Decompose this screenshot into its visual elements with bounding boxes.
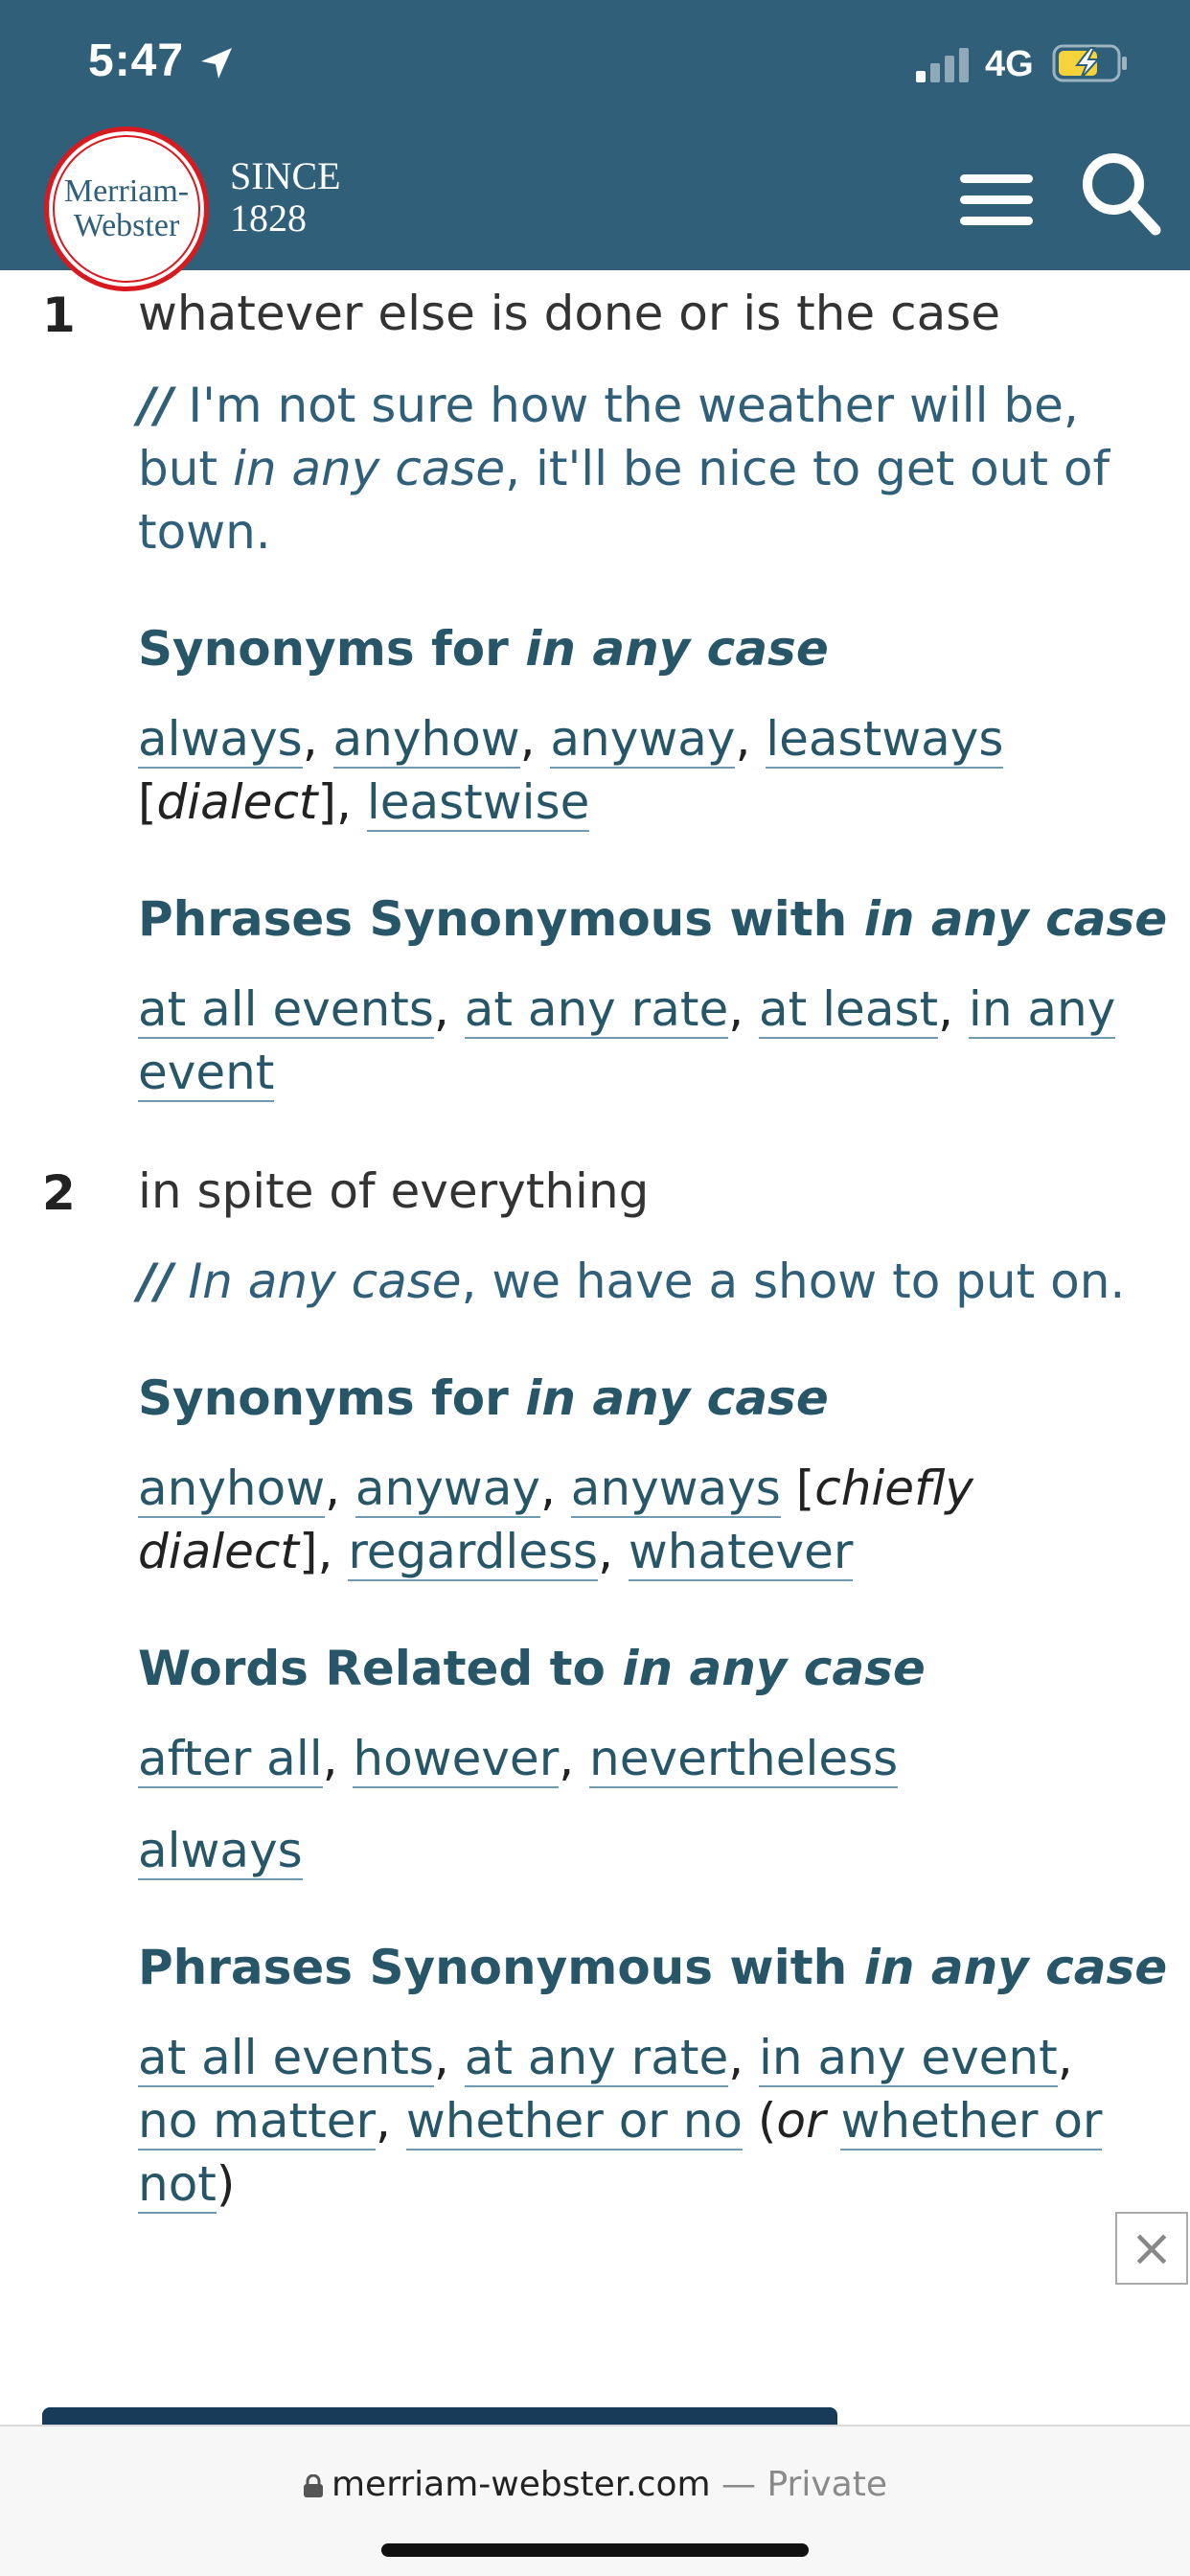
related-word-link[interactable]: nevertheless	[589, 1731, 899, 1786]
network-type: 4G	[985, 44, 1034, 84]
sense-definition: whatever else is done or is the case	[138, 286, 1001, 341]
related-words-list-2	[138, 1819, 1154, 1882]
synonyms-heading: Synonyms for in any case	[138, 1370, 829, 1426]
usage-example: // In any case, we have a show to put on.	[138, 1254, 1126, 1309]
lock-icon	[303, 2474, 324, 2497]
phrase-link[interactable]: at any rate	[464, 981, 729, 1037]
synonym-link[interactable]: anyway	[355, 1460, 540, 1516]
since-tagline	[230, 155, 341, 240]
phrase-link[interactable]: whether or no	[405, 2093, 744, 2149]
address-bar[interactable]	[0, 2465, 1190, 2504]
synonym-link[interactable]: whatever	[628, 1524, 854, 1579]
example-mark: //	[138, 1254, 173, 1309]
private-label: — Private	[710, 2465, 887, 2504]
menu-icon[interactable]	[960, 171, 1033, 228]
phrase-link[interactable]: no matter	[138, 2093, 377, 2149]
synonym-link[interactable]: anyhow	[138, 1460, 326, 1516]
synonym-link[interactable]: regardless	[348, 1524, 599, 1579]
usage-example: // I'm not sure how the weather will be, but in any case, it'll be nice to get out of town.	[138, 378, 1110, 560]
phrase-link[interactable]: whether or not	[138, 2093, 1103, 2212]
cellular-signal-icon	[916, 46, 970, 82]
battery-charging-icon	[1052, 44, 1129, 82]
synonyms-list: always, anyhow, anyway, leastways [dialect], leastwise	[138, 711, 1004, 830]
related-word-link[interactable]: always	[138, 1823, 303, 1878]
phrases-list: at all events, at any rate, in any event, no matter, whether or no (or whether or not)	[138, 2030, 1103, 2212]
synonyms-heading: Synonyms for in any case	[138, 621, 829, 677]
synonym-link[interactable]: always	[138, 711, 303, 767]
or-label: or	[776, 2093, 826, 2149]
usage-label: dialect	[138, 1524, 300, 1579]
sense-number: 1	[42, 288, 76, 343]
related-word-link[interactable]: however	[353, 1731, 560, 1786]
sense-number: 2	[42, 1165, 76, 1221]
home-indicator	[381, 2543, 809, 2557]
phrase-link[interactable]: at all events	[138, 981, 434, 1037]
close-ad-button[interactable]: ×	[1115, 2212, 1188, 2285]
search-icon[interactable]	[1079, 150, 1161, 238]
related-words-list: after all, however, nevertheless	[138, 1731, 899, 1786]
since-label: SINCE	[230, 154, 341, 197]
phrase-link[interactable]: at any rate	[464, 2030, 729, 2085]
phrases-heading: Phrases Synonymous with in any case	[138, 891, 1168, 947]
logo-text-line2: Webster	[73, 208, 180, 243]
synonym-link[interactable]: anyways	[570, 1460, 781, 1516]
synonym-link[interactable]: anyhow	[332, 711, 520, 767]
phrases-list: at all events, at any rate, at least, in any event	[138, 981, 1116, 1100]
browser-bottom-bar	[0, 2425, 1190, 2576]
phrases-heading: Phrases Synonymous with in any case	[138, 1940, 1168, 1995]
phrase-link[interactable]: in any event	[138, 981, 1116, 1100]
synonym-link[interactable]: leastways	[766, 711, 1004, 767]
sense-definition: in spite of everything	[138, 1163, 650, 1219]
example-mark: //	[138, 378, 173, 433]
site-header	[0, 0, 1190, 270]
url-domain: merriam-webster.com	[331, 2465, 711, 2504]
phrase-link[interactable]: at all events	[138, 2030, 434, 2085]
usage-label: chiefly	[814, 1460, 973, 1516]
since-year: 1828	[230, 196, 307, 240]
related-words-heading: Words Related to in any case	[138, 1641, 926, 1696]
logo-text-line1: Merriam-	[63, 173, 190, 209]
synonyms-list: anyhow, anyway, anyways [chiefly dialect], regardless, whatever	[138, 1460, 973, 1579]
related-word-link[interactable]: after all	[138, 1731, 323, 1786]
phrase-link[interactable]: at least	[759, 981, 939, 1037]
status-time: 5:47	[88, 35, 185, 86]
location-arrow-icon	[197, 44, 236, 82]
merriam-webster-logo[interactable]	[44, 126, 209, 291]
synonym-link[interactable]: leastwise	[366, 774, 590, 830]
phrase-link[interactable]: in any event	[759, 2030, 1058, 2085]
usage-label: dialect	[156, 774, 318, 830]
synonym-link[interactable]: anyway	[550, 711, 736, 767]
